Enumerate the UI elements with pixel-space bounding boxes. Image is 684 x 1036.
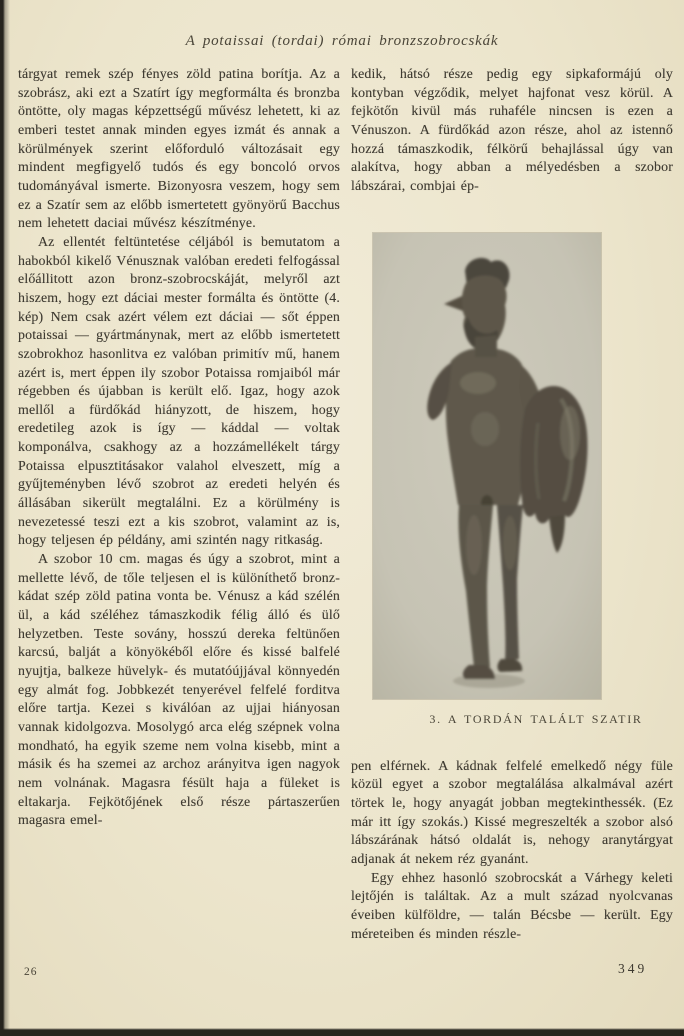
figure-caption: 3. A TORDÁN TALÁLT SZATIR <box>429 711 643 726</box>
paragraph-continuation: pen elférnek. A kádnak felfelé emelkedő négy füle közül egyet a szobor megtalálása alkalmával azért törtek le, hogy anyagát jobban megtekinthessék. (Ez már itt így szokás.) Kissé megreszelték a szobor alsó lábszárának hátsó oldalát is, nehogy aranytárgyat adjanak át nekem réz gyanánt. <box>351 758 673 867</box>
paragraph: A szobor 10 cm. magas és úgy a szobrot, mint a mellette lévő, de tőle teljesen el is különíthető bronz-kádat szép zöld patina vonta be. Vénusz a kád szélén ül, a kád széléhez támaszkodik félig álló és ülő helyzetben. Teste sovány, hosszú dereka feltünően karcsú, balját a könyökéből előre és kissé balfelé nyujtja, balkeze hüvelyk- és mutatóújjával könnyedén egy almát fog. Jobbkezét tenyerével felfelé forditva előre tartja. Kezei s kiválóan az ujjai hiányosan vannak kidolgozva. Mosolygó arca elég szépnek volna mondható, ha egyik szeme nem volna kisebb, mint a másik és ha szemei az archoz arányitva igen nagyok nem volnának. Magasra fésült haja a füleket is eltakarja. Fejkötőjének első része pártaszerűen magasra emel- <box>18 552 340 829</box>
page-signature: 26 <box>24 966 38 978</box>
satyr-statue-illustration <box>373 233 601 699</box>
right-column <box>351 66 673 944</box>
paragraph-continuation: kedik, hátsó része pedig egy sipkaformájú oly kontyban végződik, melyet hajfonat vesz körül. A fejkötőn kivül más ruhaféle nincsen is ezen a Vénuszon. A fürdőkád azon része, ahol az istennő hozzá támaszkodik, félkörű behajlással úgy van alakítva, hogy abban a mélyedésben a szobor lábszárai, combjai ép- <box>351 67 673 194</box>
scan-edge-left <box>0 0 10 1036</box>
running-head: A potaissai (tordai) római bronzszobrocskák <box>185 33 499 49</box>
paragraph-continuation: tárgyat remek szép fényes zöld patina borítja. Az a szobrász, aki ezt a Szatírt így megformálta és bronzba öntötte, oly magas képzettségű művész lehetett, ki az emberi testet annak minden egyes izmát és annak a körülmények szerint előforduló változásait egy mindent megfigyelő tudós és egy boncoló orvos tudományával ismerte. Bizonyosra veszem, hogy sem ez a Szatír sem az előbb ismertetett gyönyörű Bacchus nem lehetett daciai művész készítménye. <box>18 67 340 232</box>
paragraph: Az ellentét feltüntetése céljából is bemutatom a habokból kikelő Vénusznak valóban eredeti felfogással előállitott azon bronz-szobrocskáját, melyről azt hiszem, hogy ezt dáciai mester formálta és öntötte (4. kép) Nem csak azért vélem ezt dáciai — sőt éppen potaissai — gyártmánynak, mert az előbb ismertetett szobrokhoz hasonlitva ez valóban primitív mű, hanem azért is, mert éppen ily szobor Potaissa romjaiból már régebben és újabban is került elő. Igaz, hogy azok mellől a fürdőkád hiányzott, de hiszem, hogy eredetileg azok is így — káddal — voltak komponálva, csakhogy az a hozzámellékelt tárgy Potaissa elpusztitásakor valahol elveszett, míg a gyűjteményben lévő szobrot az eredeti helyén és állásában sikerült megtalálni. Ez a körülmény is nevezetessé teszi ezt a kis szobrot, valamint az is, hogy teljesen ép példány, ami szintén nagy ritkaság. <box>18 234 340 549</box>
left-column <box>18 66 340 831</box>
page-number: 349 <box>618 961 648 976</box>
paragraph: Egy ehhez hasonló szobrocskát a Várhegy keleti lejtőjén is találtak. Az a mult század nyolcvanas éveiben külföldre, — talán Bécsbe — került. Egy méreteiben és minden részle- <box>351 870 673 942</box>
figure-satyr-statuette <box>351 233 673 727</box>
scan-edge-bottom <box>0 1028 684 1036</box>
satyr-statue-photo <box>373 233 601 699</box>
